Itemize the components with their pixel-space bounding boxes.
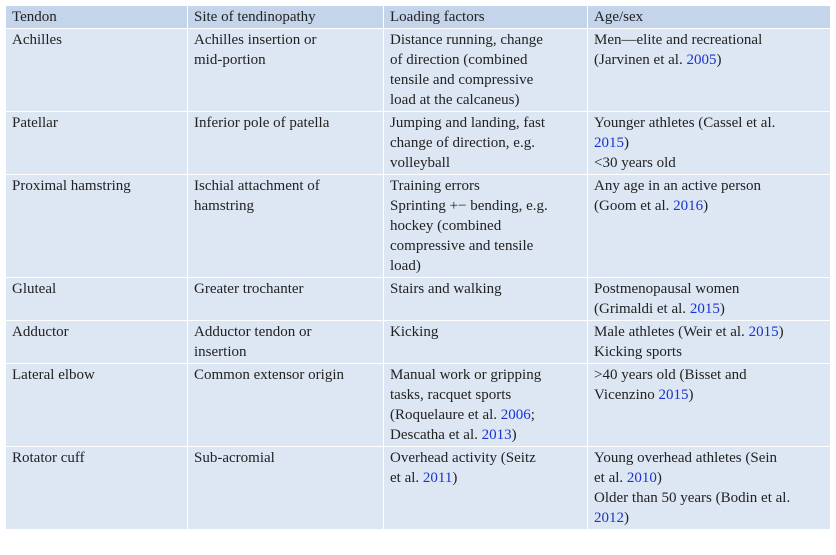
cell-line: of direction (combined bbox=[390, 52, 528, 68]
cell-line: tasks, racquet sports bbox=[390, 387, 512, 403]
cell-line: Rotator cuff bbox=[12, 450, 85, 466]
citation-text: Descatha et al. bbox=[390, 427, 482, 443]
cell-line: Overhead activity (Seitz bbox=[390, 450, 536, 466]
cell-line: Manual work or gripping bbox=[390, 367, 542, 383]
citation-year-link[interactable]: 2006 bbox=[500, 407, 531, 423]
header-age-sex: Age/sex bbox=[588, 6, 831, 29]
cell-site bbox=[188, 29, 384, 112]
cell-line: Kicking sports bbox=[594, 344, 682, 360]
citation-year-link[interactable]: 2015 bbox=[658, 387, 689, 403]
cell-line: insertion bbox=[194, 344, 247, 360]
citation-year-link[interactable]: 2016 bbox=[673, 198, 704, 214]
cell-age-sex bbox=[588, 278, 831, 321]
cell-loading bbox=[384, 364, 588, 447]
cell-age-sex bbox=[588, 321, 831, 364]
citation-year-link[interactable]: 2015 bbox=[689, 301, 720, 317]
cell-line bbox=[594, 322, 824, 342]
cell-tendon bbox=[6, 278, 188, 321]
cell-line bbox=[594, 299, 824, 319]
cell-line: volleyball bbox=[390, 155, 450, 171]
table-row bbox=[6, 278, 831, 321]
citation-text: ) bbox=[452, 470, 458, 486]
citation-text: ) bbox=[716, 52, 722, 68]
citation-year-link[interactable]: 2005 bbox=[686, 52, 717, 68]
tendinopathy-table-container bbox=[5, 5, 831, 530]
cell-line: change of direction, e.g. bbox=[390, 135, 535, 151]
cell-line: mid-portion bbox=[194, 52, 266, 68]
citation-year-link[interactable]: 2015 bbox=[594, 135, 624, 151]
cell-age-sex bbox=[588, 112, 831, 175]
cell-line: hamstring bbox=[194, 198, 254, 214]
cell-line bbox=[594, 196, 824, 216]
cell-line: Older than 50 years (Bodin et al. bbox=[594, 490, 791, 506]
header-row bbox=[6, 6, 831, 29]
cell-line: <30 years old bbox=[594, 155, 676, 171]
cell-line: Postmenopausal women bbox=[594, 281, 740, 297]
header-loading: Loading factors bbox=[384, 6, 588, 29]
cell-age-sex bbox=[588, 175, 831, 278]
cell-line: Gluteal bbox=[12, 281, 57, 297]
cell-line: Younger athletes (Cassel et al. bbox=[594, 115, 776, 131]
cell-line: Stairs and walking bbox=[390, 281, 502, 297]
cell-line bbox=[594, 133, 824, 153]
citation-year-link[interactable]: 2013 bbox=[481, 427, 512, 443]
citation-text: Vicenzino bbox=[594, 387, 659, 403]
cell-site bbox=[188, 175, 384, 278]
cell-line: load) bbox=[390, 258, 421, 274]
cell-line: Kicking bbox=[390, 324, 439, 340]
citation-year-link[interactable]: 2010 bbox=[626, 470, 657, 486]
cell-loading bbox=[384, 278, 588, 321]
cell-age-sex bbox=[588, 447, 831, 530]
cell-site bbox=[188, 364, 384, 447]
citation-text: ) bbox=[624, 135, 629, 151]
cell-line: hockey (combined bbox=[390, 218, 502, 234]
table-body bbox=[6, 29, 831, 530]
cell-age-sex bbox=[588, 364, 831, 447]
header-site: Site of tendinopathy bbox=[188, 6, 384, 29]
citation-text: ) bbox=[719, 301, 725, 317]
cell-line: Adductor tendon or bbox=[194, 324, 312, 340]
cell-line: Patellar bbox=[12, 115, 58, 131]
cell-line: Lateral elbow bbox=[12, 367, 95, 383]
cell-loading bbox=[384, 112, 588, 175]
citation-text: (Grimaldi et al. bbox=[594, 301, 690, 317]
cell-line: Any age in an active person bbox=[594, 178, 762, 194]
cell-tendon bbox=[6, 175, 188, 278]
cell-line: Proximal hamstring bbox=[12, 178, 131, 194]
cell-tendon bbox=[6, 29, 188, 112]
cell-site bbox=[188, 112, 384, 175]
cell-line: >40 years old (Bisset and bbox=[594, 367, 747, 383]
cell-line: Greater trochanter bbox=[194, 281, 304, 297]
citation-year-link[interactable]: 2011 bbox=[422, 470, 453, 486]
cell-line bbox=[390, 468, 581, 488]
cell-line: Inferior pole of patella bbox=[194, 115, 330, 131]
citation-text: (Roquelaure et al. bbox=[390, 407, 501, 423]
citation-text: ) bbox=[511, 427, 517, 443]
cell-line: load at the calcaneus) bbox=[390, 92, 520, 108]
citation-text: (Goom et al. bbox=[594, 198, 674, 214]
citation-text: Male athletes (Weir et al. bbox=[594, 324, 749, 340]
cell-age-sex bbox=[588, 29, 831, 112]
table-header bbox=[6, 6, 831, 29]
cell-line bbox=[594, 385, 824, 405]
cell-tendon bbox=[6, 112, 188, 175]
citation-text: ) bbox=[624, 510, 629, 526]
citation-year-link[interactable]: 2015 bbox=[748, 324, 779, 340]
cell-line: Distance running, change bbox=[390, 32, 543, 48]
cell-line: Jumping and landing, fast bbox=[390, 115, 545, 131]
cell-line: Young overhead athletes (Sein bbox=[594, 450, 778, 466]
cell-line: Training errors bbox=[390, 178, 480, 194]
cell-line bbox=[594, 508, 824, 528]
cell-line: Men—elite and recreational bbox=[594, 32, 763, 48]
citation-text: (Jarvinen et al. bbox=[594, 52, 687, 68]
cell-loading bbox=[384, 29, 588, 112]
cell-line: Sprinting +− bending, e.g. bbox=[390, 198, 548, 214]
cell-loading bbox=[384, 447, 588, 530]
cell-line: Achilles bbox=[12, 32, 62, 48]
tendinopathy-table bbox=[5, 5, 831, 530]
table-row bbox=[6, 447, 831, 530]
cell-line bbox=[390, 425, 581, 445]
cell-loading bbox=[384, 321, 588, 364]
table-row bbox=[6, 112, 831, 175]
cell-line bbox=[594, 50, 824, 70]
cell-line: Achilles insertion or bbox=[194, 32, 317, 48]
cell-line: Common extensor origin bbox=[194, 367, 344, 383]
citation-text: et al. bbox=[594, 470, 627, 486]
header-tendon: Tendon bbox=[6, 6, 188, 29]
cell-line: Ischial attachment of bbox=[194, 178, 320, 194]
cell-line bbox=[594, 468, 824, 488]
citation-text: ) bbox=[778, 324, 784, 340]
citation-text: ) bbox=[656, 470, 662, 486]
cell-line: tensile and compressive bbox=[390, 72, 534, 88]
cell-site bbox=[188, 321, 384, 364]
cell-line bbox=[390, 405, 581, 425]
cell-tendon bbox=[6, 321, 188, 364]
cell-tendon bbox=[6, 447, 188, 530]
cell-loading bbox=[384, 175, 588, 278]
citation-text: et al. bbox=[390, 470, 423, 486]
cell-site bbox=[188, 447, 384, 530]
citation-year-link[interactable]: 2012 bbox=[594, 510, 624, 526]
table-row bbox=[6, 175, 831, 278]
cell-line: Sub-acromial bbox=[194, 450, 275, 466]
cell-tendon bbox=[6, 364, 188, 447]
citation-text: ) bbox=[688, 387, 694, 403]
cell-line: Adductor bbox=[12, 324, 69, 340]
cell-site bbox=[188, 278, 384, 321]
cell-line: compressive and tensile bbox=[390, 238, 534, 254]
citation-text: ; bbox=[530, 407, 535, 423]
table-row bbox=[6, 29, 831, 112]
table-row bbox=[6, 321, 831, 364]
citation-text: ) bbox=[703, 198, 709, 214]
table-row bbox=[6, 364, 831, 447]
